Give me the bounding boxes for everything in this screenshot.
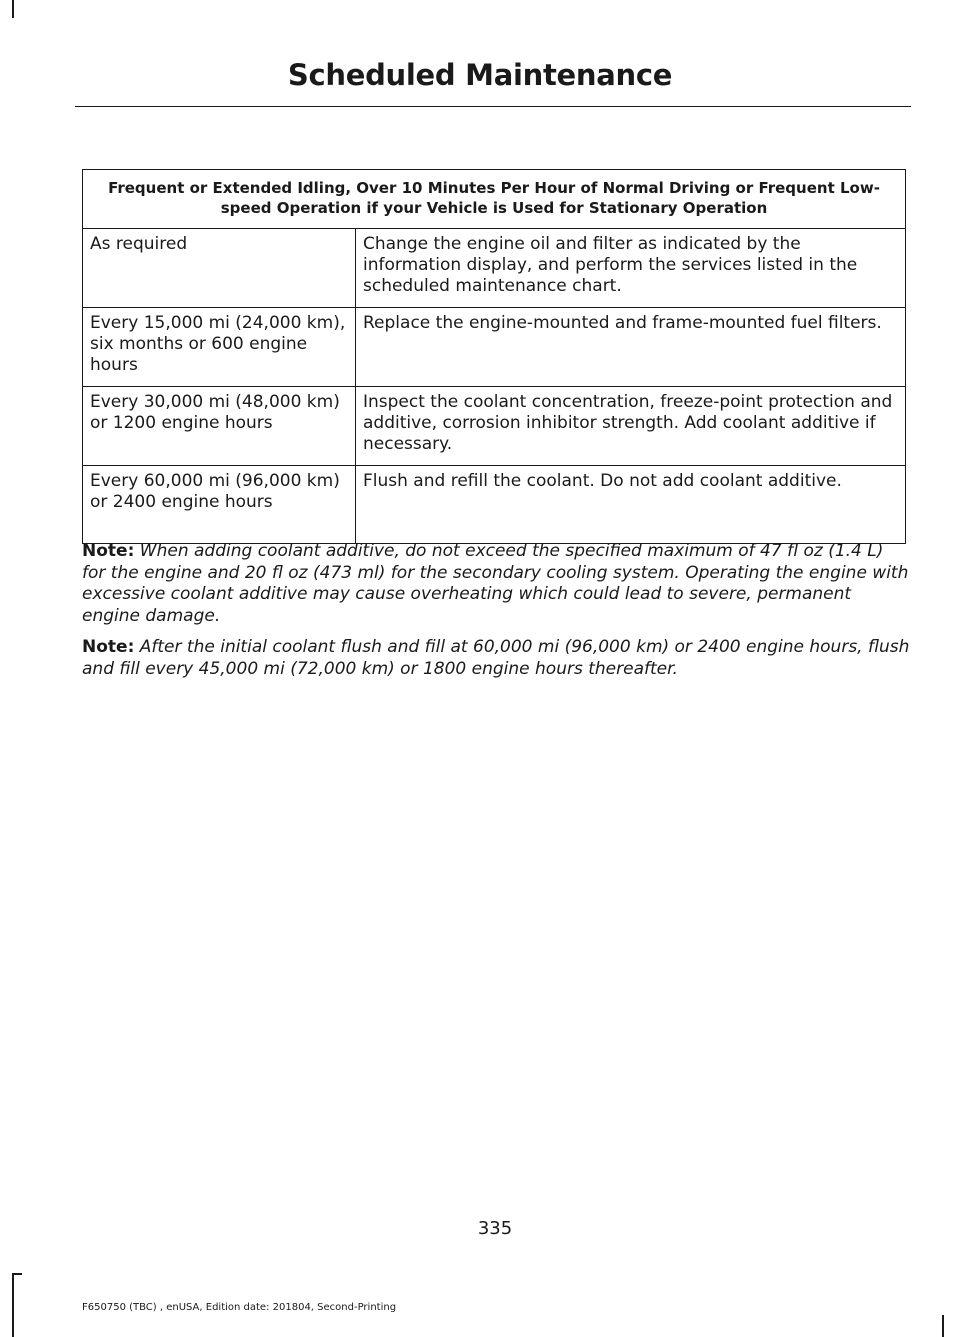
crop-mark-bottom-right [942, 1315, 944, 1337]
table-row [83, 387, 906, 466]
interval-cell: Every 60,000 mi (96,000 km) or 2400 engine hours [83, 466, 356, 544]
maintenance-table [82, 169, 906, 544]
interval-cell: Every 30,000 mi (48,000 km) or 1200 engine hours [83, 387, 356, 466]
interval-cell: As required [83, 229, 356, 308]
crop-mark-bottom-left [12, 1273, 14, 1337]
note-label: Note: [82, 541, 135, 561]
table-heading: Frequent or Extended Idling, Over 10 Minutes Per Hour of Normal Driving or Frequent Low-speed Operation if your Vehicle is Used for Stationary Operation [83, 170, 906, 229]
note-coolant-flush [82, 637, 912, 680]
table-row [83, 308, 906, 387]
page-number: 335 [477, 1218, 513, 1239]
action-cell: Inspect the coolant concentration, freeze-point protection and additive, corrosion inhibitor strength. Add coolant additive if necessary. [356, 387, 906, 466]
table-header-row [83, 170, 906, 229]
note-text: When adding coolant additive, do not exceed the specified maximum of 47 fl oz (1.4 L) for the engine and 20 fl oz (473 ml) for the secondary cooling system. Operating the engine with excessive coolant additive may cause overheating which could lead to severe, permanent engine damage. [82, 541, 909, 626]
table-row [83, 466, 906, 544]
crop-mark-bottom-left-horizontal [12, 1273, 22, 1275]
note-label: Note: [82, 637, 135, 657]
action-cell: Replace the engine-mounted and frame-mounted fuel filters. [356, 308, 906, 387]
note-coolant-additive [82, 541, 912, 627]
title-divider [75, 106, 911, 107]
action-cell: Flush and refill the coolant. Do not add coolant additive. [356, 466, 906, 544]
crop-mark-top-left [12, 0, 14, 18]
table-row [83, 229, 906, 308]
interval-cell: Every 15,000 mi (24,000 km), six months or 600 engine hours [83, 308, 356, 387]
edition-footer: F650750 (TBC) , enUSA, Edition date: 201804, Second-Printing [82, 1302, 397, 1313]
note-text: After the initial coolant flush and fill at 60,000 mi (96,000 km) or 2400 engine hours, flush and fill every 45,000 mi (72,000 km) or 1800 engine hours thereafter. [82, 637, 910, 679]
action-cell: Change the engine oil and filter as indicated by the information display, and perform the services listed in the scheduled maintenance chart. [356, 229, 906, 308]
page-title: Scheduled Maintenance [287, 58, 673, 92]
